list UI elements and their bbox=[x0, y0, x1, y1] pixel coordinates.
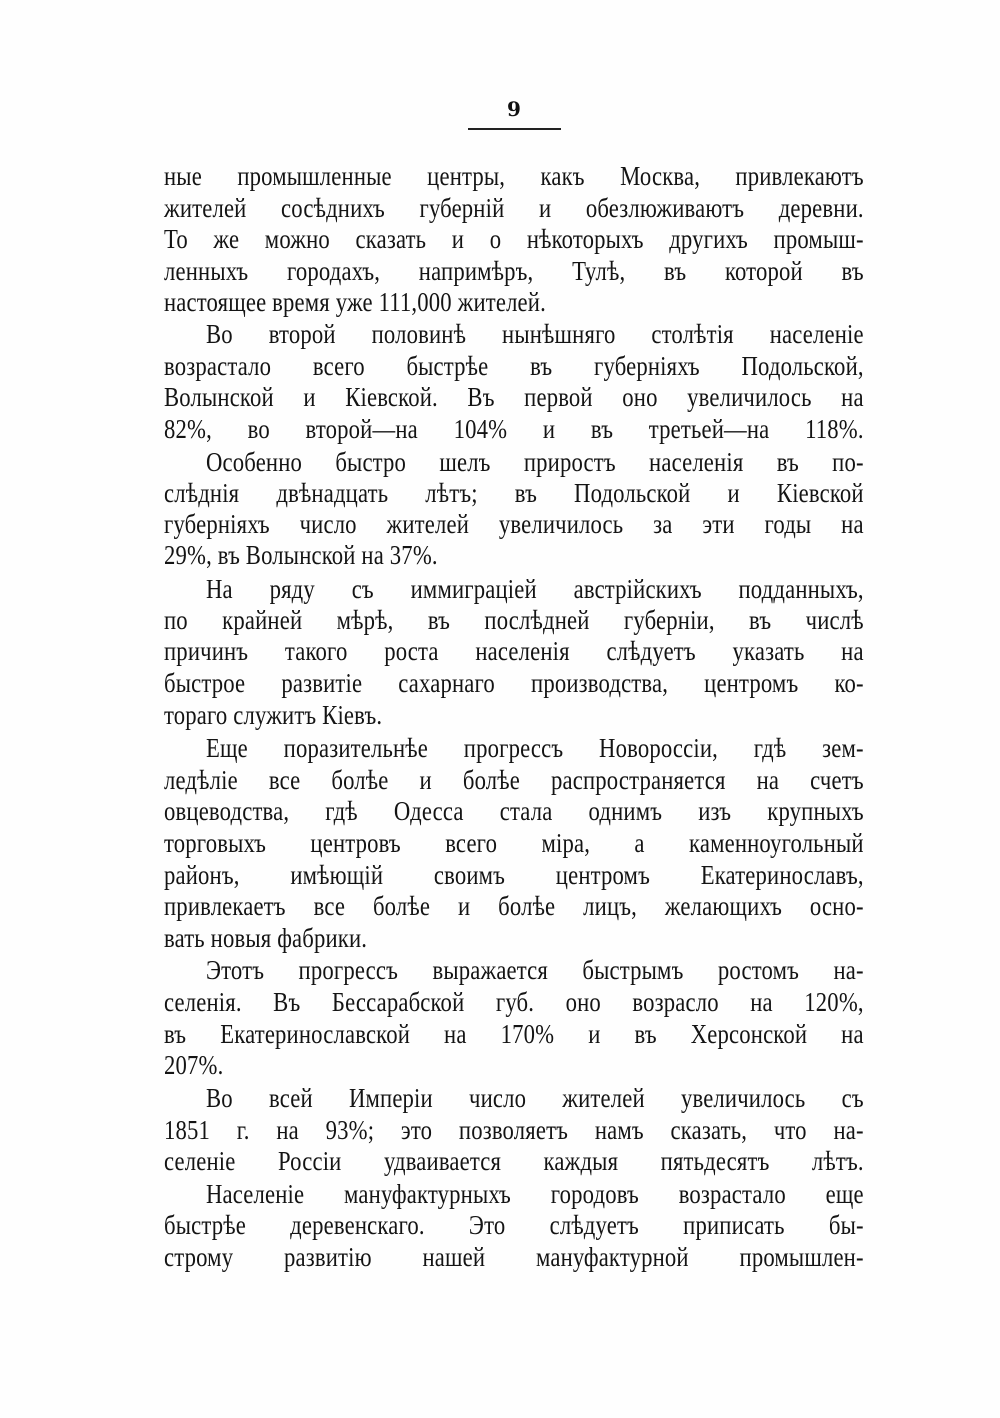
text-line: селеніе Россіи удваивается каждыя пятьдесятъ лѣтъ. bbox=[164, 1146, 864, 1176]
text-line: настоящее время уже 111,000 жителей. bbox=[164, 287, 546, 317]
text-line: районъ, имѣющій своимъ центромъ Екатеринославъ, bbox=[164, 860, 864, 890]
text-line: ленныхъ городахъ, напримѣръ, Тулѣ, въ которой въ bbox=[164, 256, 864, 286]
text-line: овцеводства, гдѣ Одесса стала однимъ изъ крупныхъ bbox=[164, 796, 864, 826]
text-line: Еще поразительнѣе прогрессъ Новороссіи, гдѣ зем- bbox=[206, 733, 864, 763]
text-line: возрастало всего быстрѣе въ губерніяхъ Подольской, bbox=[164, 351, 864, 381]
text-line: На ряду съ иммиграціей австрійскихъ подданныхъ, bbox=[206, 574, 864, 604]
text-line: причинъ такого роста населенія слѣдуетъ указать на bbox=[164, 636, 864, 666]
text-line: 1851 г. на 93%; это позволяетъ намъ сказать, что на- bbox=[164, 1115, 864, 1145]
text-line: 82%, во второй—на 104% и въ третьей—на 118%. bbox=[164, 414, 864, 444]
text-line: слѣднія двѣнадцать лѣтъ; въ Подольской и Кіевской bbox=[164, 478, 864, 508]
text-line: 29%, въ Волынской на 37%. bbox=[164, 540, 438, 570]
text-line: Во всей Имперіи число жителей увеличилось съ bbox=[206, 1083, 864, 1113]
text-line: Особенно быстро шелъ приростъ населенія въ по- bbox=[206, 447, 864, 477]
text-line: торговыхъ центровъ всего міра, а каменноугольный bbox=[164, 828, 864, 858]
text-line: Волынской и Кіевской. Въ первой оно увеличилось на bbox=[164, 382, 864, 412]
text-line: по крайней мѣрѣ, въ послѣдней губерніи, въ числѣ bbox=[164, 605, 864, 635]
text-line: Во второй половинѣ нынѣшняго столѣтія населеніе bbox=[206, 319, 864, 349]
text-line: Этотъ прогрессъ выражается быстрымъ ростомъ на- bbox=[206, 955, 864, 985]
text-line: селенія. Въ Бессарабской губ. оно возрасло на 120%, bbox=[164, 987, 864, 1017]
text-line: быстрѣе деревенскаго. Это слѣдуетъ приписать бы- bbox=[164, 1210, 864, 1240]
page-number: 9 bbox=[507, 97, 521, 121]
text-line: Населеніе мануфактурныхъ городовъ возрастало еще bbox=[206, 1179, 864, 1209]
text-line: привлекаетъ все болѣе и болѣе лицъ, желающихъ осно- bbox=[164, 891, 864, 921]
text-line: ледѣліе все болѣе и болѣе распространяется на счетъ bbox=[164, 765, 864, 795]
text-line: тораго служитъ Кіевъ. bbox=[164, 700, 383, 730]
text-line: губерніяхъ число жителей увеличилось за эти годы на bbox=[164, 509, 864, 539]
text-line: жителей сосѣднихъ губерній и обезлюживаютъ деревни. bbox=[164, 193, 864, 223]
text-line: вать новыя фабрики. bbox=[164, 923, 368, 953]
text-line: быстрое развитіе сахарнаго производства, центромъ ко- bbox=[164, 668, 864, 698]
text-line: въ Екатеринославской на 170% и въ Херсонской на bbox=[164, 1019, 864, 1049]
text-line: ные промышленные центры, какъ Москва, привлекаютъ bbox=[164, 161, 864, 191]
text-line: строму развитію нашей мануфактурной промышлен- bbox=[164, 1242, 864, 1272]
text-line: 207%. bbox=[164, 1050, 224, 1080]
text-line: То же можно сказать и о нѣкоторыхъ другихъ промыш- bbox=[164, 224, 864, 254]
page-number-rule bbox=[468, 128, 561, 130]
